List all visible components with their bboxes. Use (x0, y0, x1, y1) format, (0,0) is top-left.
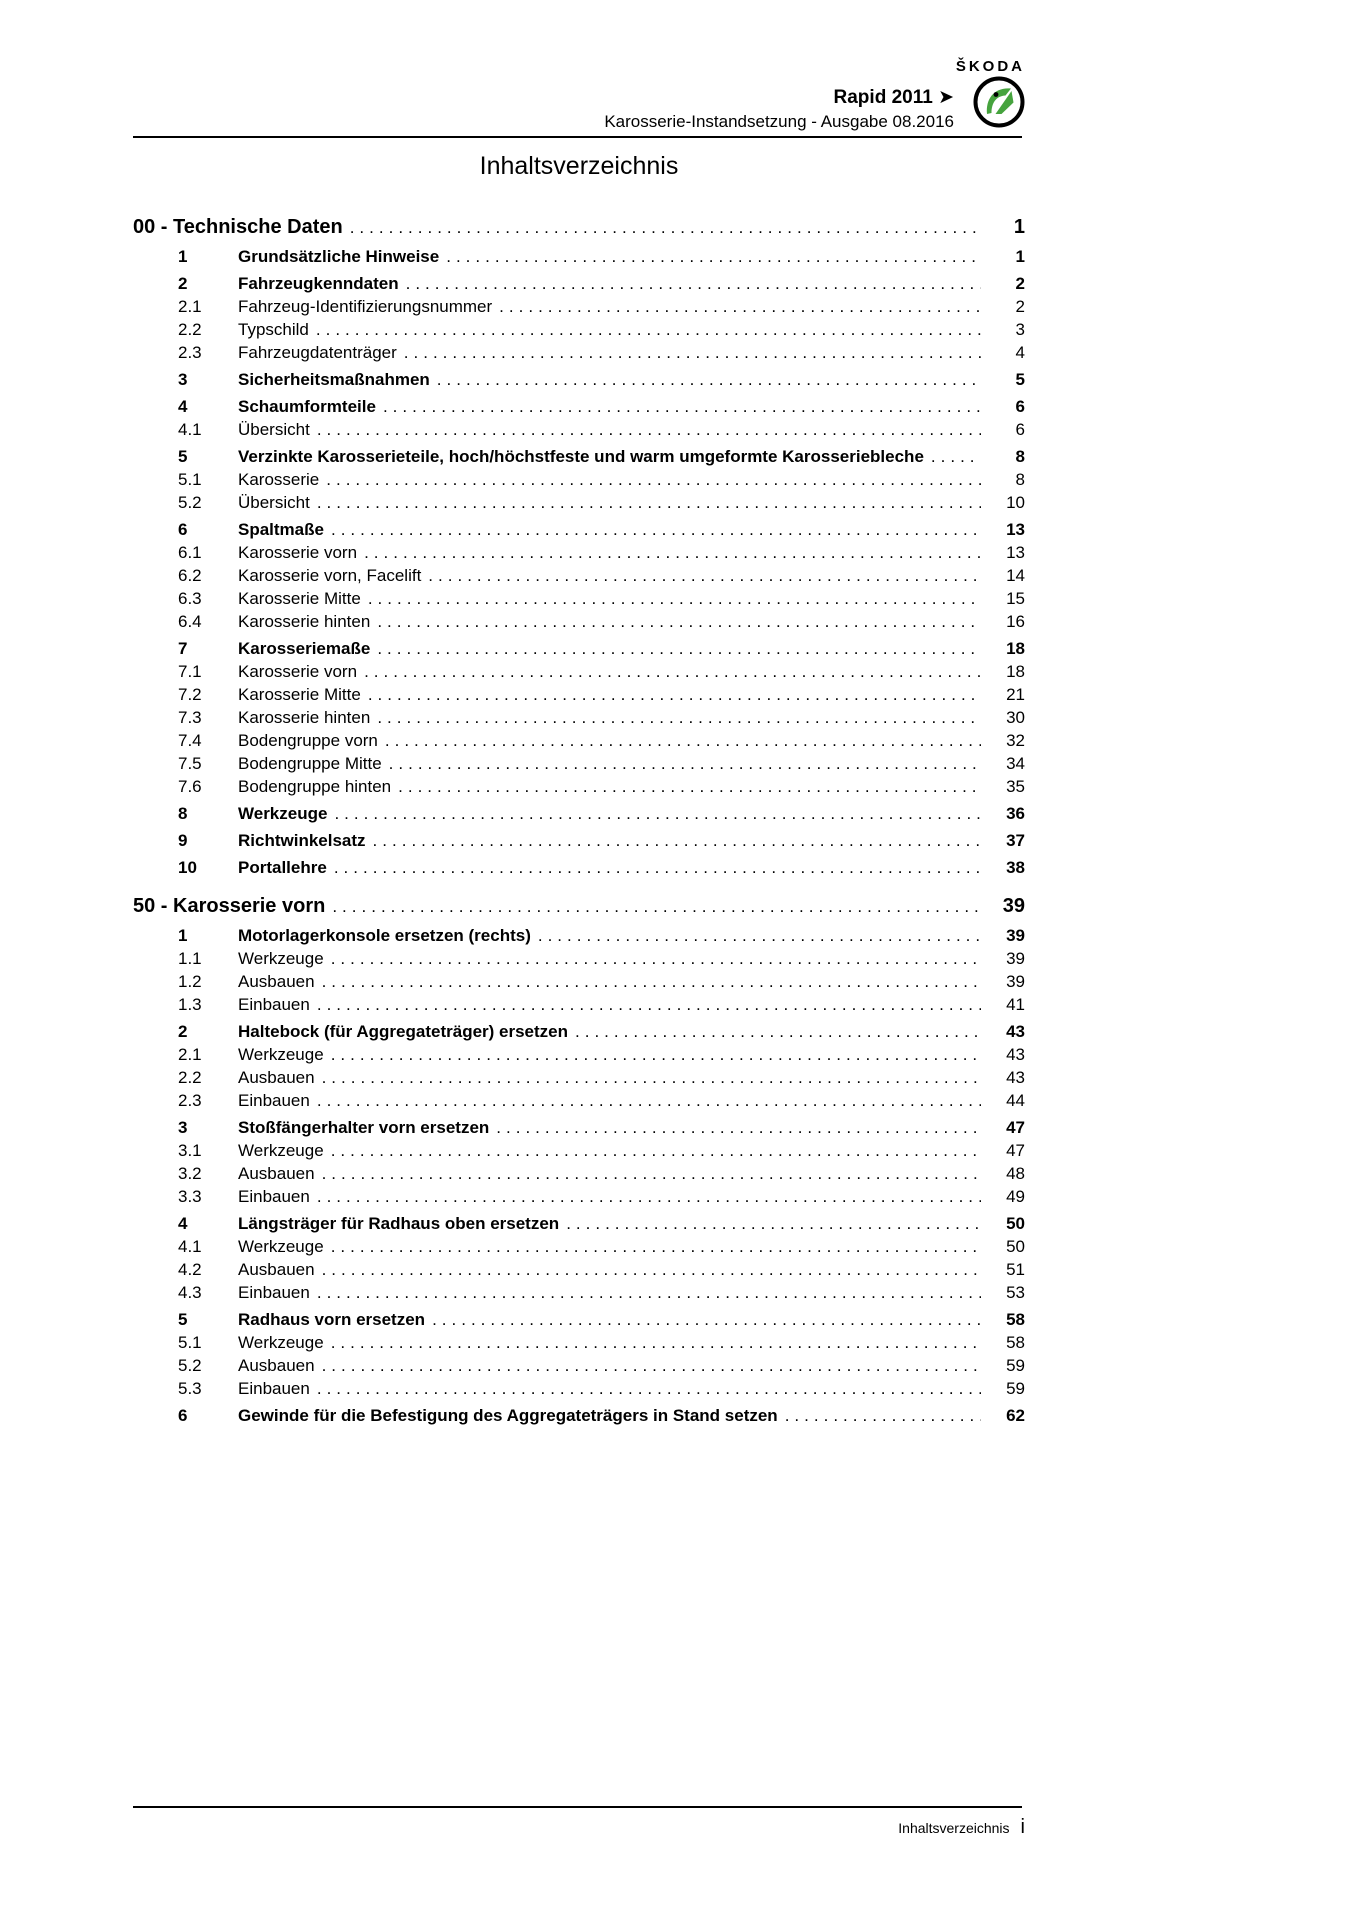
toc-entry-row (133, 970, 1025, 993)
dot-leader (331, 947, 981, 970)
toc-entry-title: Richtwinkelsatz (238, 831, 366, 850)
toc-page-number: 39 (1006, 972, 1025, 991)
page-title: Inhaltsverzeichnis (479, 152, 679, 180)
toc-entry-row (133, 445, 1025, 468)
toc-page-number: 30 (1006, 708, 1025, 727)
toc-entry-row (133, 1089, 1025, 1112)
toc-page-number: 36 (1006, 804, 1025, 823)
toc-entry-title: Motorlagerkonsole ersetzen (rechts) (238, 926, 531, 945)
toc-page-number: 2 (1015, 297, 1025, 316)
toc-entry-title: Ausbauen (238, 1164, 315, 1183)
toc-page-number: 6 (1015, 420, 1025, 439)
toc-page-number: 44 (1006, 1091, 1025, 1110)
toc-entry-row (133, 1116, 1025, 1139)
footer-page-number: i (1020, 1816, 1025, 1838)
dot-leader (377, 637, 981, 660)
toc-entry-number: 7.6 (178, 777, 202, 796)
toc-page-number: 59 (1006, 1379, 1025, 1398)
toc-entry-title: Sicherheitsmaßnahmen (238, 370, 430, 389)
toc-entry-title: Typschild (238, 320, 309, 339)
toc-entry-number: 3.2 (178, 1164, 202, 1183)
dot-leader (385, 729, 981, 752)
toc-entry-row (133, 368, 1025, 391)
toc-page-number: 18 (1006, 662, 1025, 681)
dot-leader (317, 491, 981, 514)
toc-entry-number: 5.1 (178, 1333, 202, 1352)
toc-entry-row (133, 1162, 1025, 1185)
toc-page-number: 39 (1006, 949, 1025, 968)
toc-entry-number: 6 (178, 520, 188, 539)
toc-entry-number: 2 (178, 274, 188, 293)
toc-entry-title: Werkzeuge (238, 1237, 324, 1256)
toc-page-number: 58 (1006, 1310, 1025, 1329)
toc-entry-row (133, 610, 1025, 633)
toc-entry-row (133, 318, 1025, 341)
header-text-block (604, 86, 954, 134)
header-rule (133, 136, 1022, 138)
toc-entry-title: Karosserie vorn (238, 543, 358, 562)
toc-page-number: 18 (1006, 639, 1025, 658)
toc-entry-number: 5.1 (178, 470, 202, 489)
toc-entry-title: Fahrzeug-Identifizierungsnummer (238, 297, 493, 316)
toc-entry-title: Werkzeuge (238, 1141, 324, 1160)
toc-page-number: 13 (1006, 543, 1025, 562)
toc-entry-number: 1 (178, 926, 188, 945)
toc-entry-number: 3.3 (178, 1187, 202, 1206)
toc-entry-title: Einbauen (238, 1379, 310, 1398)
toc-entry-row (133, 660, 1025, 683)
dot-leader (499, 295, 981, 318)
toc-page-number: 35 (1006, 777, 1025, 796)
toc-entry-title: Werkzeuge (238, 1045, 324, 1064)
toc-entry-row (133, 541, 1025, 564)
dot-leader (566, 1212, 981, 1235)
toc-entry-number: 8 (178, 804, 188, 823)
toc-entry-title: Karosserie vorn, Facelift (238, 566, 422, 585)
dot-leader (428, 564, 981, 587)
toc-entry-number: 9 (178, 831, 188, 850)
toc-page-number: 47 (1006, 1118, 1025, 1137)
toc-entry-row (133, 924, 1025, 947)
toc-entry-number: 3 (178, 1118, 188, 1137)
toc-entry-title: Längsträger für Radhaus oben ersetzen (238, 1214, 560, 1233)
toc-entry-title: Bodengruppe vorn (238, 731, 378, 750)
toc-entry-row (133, 775, 1025, 798)
toc-entry-row (133, 1212, 1025, 1235)
toc (133, 212, 1025, 1427)
dot-leader (377, 706, 981, 729)
dot-leader (350, 215, 981, 241)
dot-leader (322, 970, 981, 993)
toc-entry-number: 5.3 (178, 1379, 202, 1398)
toc-page-number: 43 (1006, 1022, 1025, 1041)
dot-leader (331, 1043, 981, 1066)
footer-label: Inhaltsverzeichnis (898, 1820, 1010, 1836)
toc-entry-row (133, 518, 1025, 541)
toc-entry-row (133, 1404, 1025, 1427)
toc-entry-number: 7.2 (178, 685, 202, 704)
dot-leader (331, 518, 981, 541)
toc-entry-number: 4 (178, 1214, 188, 1233)
toc-entry-number: 5.2 (178, 1356, 202, 1375)
toc-entry-row (133, 1066, 1025, 1089)
toc-entry-title: Einbauen (238, 1091, 310, 1110)
toc-page-number: 50 (1006, 1214, 1025, 1233)
toc-entry-title: Bodengruppe hinten (238, 777, 392, 796)
dot-leader (317, 1377, 981, 1400)
toc-chapter-row (133, 893, 1025, 920)
toc-page-number: 3 (1015, 320, 1025, 339)
toc-page-number: 58 (1006, 1333, 1025, 1352)
toc-entry-number: 6.4 (178, 612, 202, 631)
toc-page-number: 39 (1002, 895, 1025, 917)
toc-entry-title: Fahrzeugdatenträger (238, 343, 397, 362)
toc-page-number: 48 (1006, 1164, 1025, 1183)
toc-entry-title: Ausbauen (238, 972, 315, 991)
toc-entry-row (133, 706, 1025, 729)
dot-leader (377, 610, 981, 633)
toc-entry-title: Karosserie Mitte (238, 685, 361, 704)
toc-entry-row (133, 1281, 1025, 1304)
toc-entry-number: 3.1 (178, 1141, 202, 1160)
toc-entry-row (133, 1235, 1025, 1258)
toc-page-number: 43 (1006, 1045, 1025, 1064)
toc-page-number: 47 (1006, 1141, 1025, 1160)
toc-entry-title: Fahrzeugkenndaten (238, 274, 399, 293)
toc-page-number: 21 (1006, 685, 1025, 704)
toc-entry-row (133, 341, 1025, 364)
dot-leader (317, 418, 981, 441)
toc-entry-title: Schaumformteile (238, 397, 376, 416)
dot-leader (322, 1354, 981, 1377)
dot-leader (406, 272, 981, 295)
toc-entry-row (133, 829, 1025, 852)
toc-page-number: 50 (1006, 1237, 1025, 1256)
toc-entry-number: 7.3 (178, 708, 202, 727)
toc-entry-number: 4.2 (178, 1260, 202, 1279)
toc-entry-number: 1.1 (178, 949, 202, 968)
toc-entry-row (133, 1043, 1025, 1066)
toc-page-number: 16 (1006, 612, 1025, 631)
dot-leader (334, 802, 981, 825)
toc-entry-title: Karosserie hinten (238, 708, 371, 727)
toc-entry-number: 6 (178, 1406, 188, 1425)
toc-entry-number: 7.5 (178, 754, 202, 773)
toc-entry-number: 2.2 (178, 320, 202, 339)
dot-leader (331, 1139, 981, 1162)
dot-leader (496, 1116, 981, 1139)
toc-entry-title: Werkzeuge (238, 804, 328, 823)
toc-page-number: 49 (1006, 1187, 1025, 1206)
toc-entry-title: Einbauen (238, 995, 310, 1014)
toc-page-number: 59 (1006, 1356, 1025, 1375)
skoda-logo-icon (973, 76, 1025, 128)
toc-entry-title: Übersicht (238, 493, 310, 512)
toc-entry-title: Karosserie (238, 470, 320, 489)
toc-entry-title: Stoßfängerhalter vorn ersetzen (238, 1118, 490, 1137)
toc-entry-number: 2 (178, 1022, 188, 1041)
toc-page-number: 32 (1006, 731, 1025, 750)
toc-entry-number: 2.2 (178, 1068, 202, 1087)
dot-leader (538, 924, 981, 947)
toc-entry-number: 4.3 (178, 1283, 202, 1302)
toc-entry-number: 6.1 (178, 543, 202, 562)
toc-entry-row (133, 468, 1025, 491)
toc-entry-row (133, 272, 1025, 295)
toc-entry-title: Karosserie hinten (238, 612, 371, 631)
toc-entry-title: Karosseriemaße (238, 639, 371, 658)
toc-entry-title: Ausbauen (238, 1068, 315, 1087)
toc-entry-row (133, 752, 1025, 775)
toc-entry-number: 4.1 (178, 420, 202, 439)
toc-entry-row (133, 564, 1025, 587)
toc-entry-title: Karosserie Mitte (238, 589, 361, 608)
dot-leader (317, 1185, 981, 1208)
toc-entry-title: Bodengruppe Mitte (238, 754, 382, 773)
toc-entry-number: 7.4 (178, 731, 202, 750)
toc-entry-row (133, 1354, 1025, 1377)
toc-entry-row (133, 947, 1025, 970)
toc-chapter-row (133, 214, 1025, 241)
dot-leader (368, 587, 981, 610)
toc-chapter-label: 00 - Technische Daten (133, 216, 343, 238)
toc-page-number: 51 (1006, 1260, 1025, 1279)
toc-page-number: 62 (1006, 1406, 1025, 1425)
toc-page-number: 43 (1006, 1068, 1025, 1087)
dot-leader (332, 894, 981, 920)
dot-leader (317, 993, 981, 1016)
toc-entry-row (133, 1331, 1025, 1354)
toc-entry-number: 4.1 (178, 1237, 202, 1256)
dot-leader (437, 368, 981, 391)
toc-entry-title: Radhaus vorn ersetzen (238, 1310, 426, 1329)
toc-page-number: 4 (1015, 343, 1025, 362)
toc-entry-row (133, 1020, 1025, 1043)
toc-page-number: 8 (1015, 470, 1025, 489)
dot-leader (326, 468, 981, 491)
dot-leader (317, 1281, 981, 1304)
toc-chapter-label: 50 - Karosserie vorn (133, 895, 326, 917)
dot-leader (331, 1235, 981, 1258)
toc-entry-title: Verzinkte Karosserieteile, hoch/höchstfeste und warm umgeformte Karosseriebleche (238, 447, 924, 466)
toc-page-number: 53 (1006, 1283, 1025, 1302)
dot-leader (322, 1066, 981, 1089)
dot-leader (446, 245, 981, 268)
toc-entry-row (133, 856, 1025, 879)
toc-page-number: 34 (1006, 754, 1025, 773)
dot-leader (334, 856, 981, 879)
toc-entry-title: Haltebock (für Aggregateträger) ersetzen (238, 1022, 569, 1041)
toc-page-number: 15 (1006, 589, 1025, 608)
toc-entry-number: 1.2 (178, 972, 202, 991)
dot-leader (368, 683, 981, 706)
dot-leader (404, 341, 981, 364)
toc-entry-number: 3 (178, 370, 188, 389)
dot-leader (785, 1404, 981, 1427)
toc-entry-row (133, 1377, 1025, 1400)
toc-chapter (133, 893, 1025, 1427)
toc-entry-number: 1.3 (178, 995, 202, 1014)
toc-entry-row (133, 491, 1025, 514)
toc-page-number: 39 (1006, 926, 1025, 945)
dot-leader (322, 1162, 981, 1185)
toc-page-number: 1 (1015, 247, 1025, 266)
toc-entry-number: 6.3 (178, 589, 202, 608)
toc-entry-row (133, 245, 1025, 268)
toc-page-number: 14 (1006, 566, 1025, 585)
toc-entry-number: 10 (178, 858, 197, 877)
dot-leader (931, 445, 981, 468)
toc-page-number: 1 (1013, 216, 1025, 238)
logo-eye (994, 92, 999, 97)
toc-entry-number: 6.2 (178, 566, 202, 585)
toc-entry-row (133, 802, 1025, 825)
toc-entry-title: Portallehre (238, 858, 327, 877)
toc-entry-title: Grundsätzliche Hinweise (238, 247, 440, 266)
toc-entry-number: 2.3 (178, 343, 202, 362)
dot-leader (575, 1020, 981, 1043)
dot-leader (364, 541, 981, 564)
toc-entry-number: 7 (178, 639, 188, 658)
toc-entry-title: Einbauen (238, 1283, 310, 1302)
toc-entry-row (133, 1139, 1025, 1162)
logo-ring (976, 79, 1023, 126)
toc-entry-title: Ausbauen (238, 1260, 315, 1279)
toc-entry-row (133, 587, 1025, 610)
chapter-entries (133, 245, 1025, 879)
toc-entry-row (133, 637, 1025, 660)
toc-entry-number: 5.2 (178, 493, 202, 512)
toc-entry-row (133, 683, 1025, 706)
header-doc-line: Karosserie-Instandsetzung - Ausgabe 08.2016 (604, 112, 954, 131)
toc-entry-title: Werkzeuge (238, 949, 324, 968)
dot-leader (364, 660, 981, 683)
dot-leader (316, 318, 981, 341)
footer-rule (133, 1806, 1022, 1808)
page-footer (898, 1816, 1025, 1839)
toc-entry-title: Spaltmaße (238, 520, 324, 539)
header-model-line: Rapid 2011 ➤ (833, 87, 954, 108)
toc-entry-title: Einbauen (238, 1187, 310, 1206)
toc-entry-title: Werkzeuge (238, 1333, 324, 1352)
toc-page-number: 6 (1015, 397, 1025, 416)
toc-entry-number: 5 (178, 447, 188, 466)
toc-entry-title: Gewinde für die Befestigung des Aggregateträgers in Stand setzen (238, 1406, 778, 1425)
toc-entry-number: 4 (178, 397, 188, 416)
toc-entry-number: 2.1 (178, 1045, 202, 1064)
toc-entry-row (133, 1185, 1025, 1208)
toc-page-number: 41 (1006, 995, 1025, 1014)
toc-page-number: 10 (1006, 493, 1025, 512)
toc-entry-number: 7.1 (178, 662, 202, 681)
dot-leader (383, 395, 981, 418)
toc-entry-title: Übersicht (238, 420, 310, 439)
toc-page-number: 5 (1015, 370, 1025, 389)
toc-page-number: 13 (1006, 520, 1025, 539)
toc-entry-row (133, 1258, 1025, 1281)
toc-entry-title: Karosserie vorn (238, 662, 358, 681)
dot-leader (432, 1308, 981, 1331)
dot-leader (398, 775, 981, 798)
toc-entry-row (133, 395, 1025, 418)
dot-leader (322, 1258, 981, 1281)
toc-entry-row (133, 418, 1025, 441)
toc-entry-row (133, 295, 1025, 318)
toc-page-number: 38 (1006, 858, 1025, 877)
toc-entry-number: 2.1 (178, 297, 202, 316)
dot-leader (389, 752, 981, 775)
dot-leader (373, 829, 981, 852)
brand-wordmark: ŠKODA (955, 58, 1025, 75)
dot-leader (331, 1331, 981, 1354)
toc-entry-number: 1 (178, 247, 188, 266)
toc-entry-row (133, 729, 1025, 752)
toc-page-number: 8 (1015, 447, 1025, 466)
toc-page-number: 37 (1006, 831, 1025, 850)
toc-page-number: 2 (1015, 274, 1025, 293)
chapter-entries (133, 924, 1025, 1427)
toc-entry-title: Ausbauen (238, 1356, 315, 1375)
toc-entry-number: 2.3 (178, 1091, 202, 1110)
dot-leader (317, 1089, 981, 1112)
toc-entry-row (133, 993, 1025, 1016)
toc-entry-row (133, 1308, 1025, 1331)
toc-entry-number: 5 (178, 1310, 188, 1329)
toc-chapter (133, 214, 1025, 879)
